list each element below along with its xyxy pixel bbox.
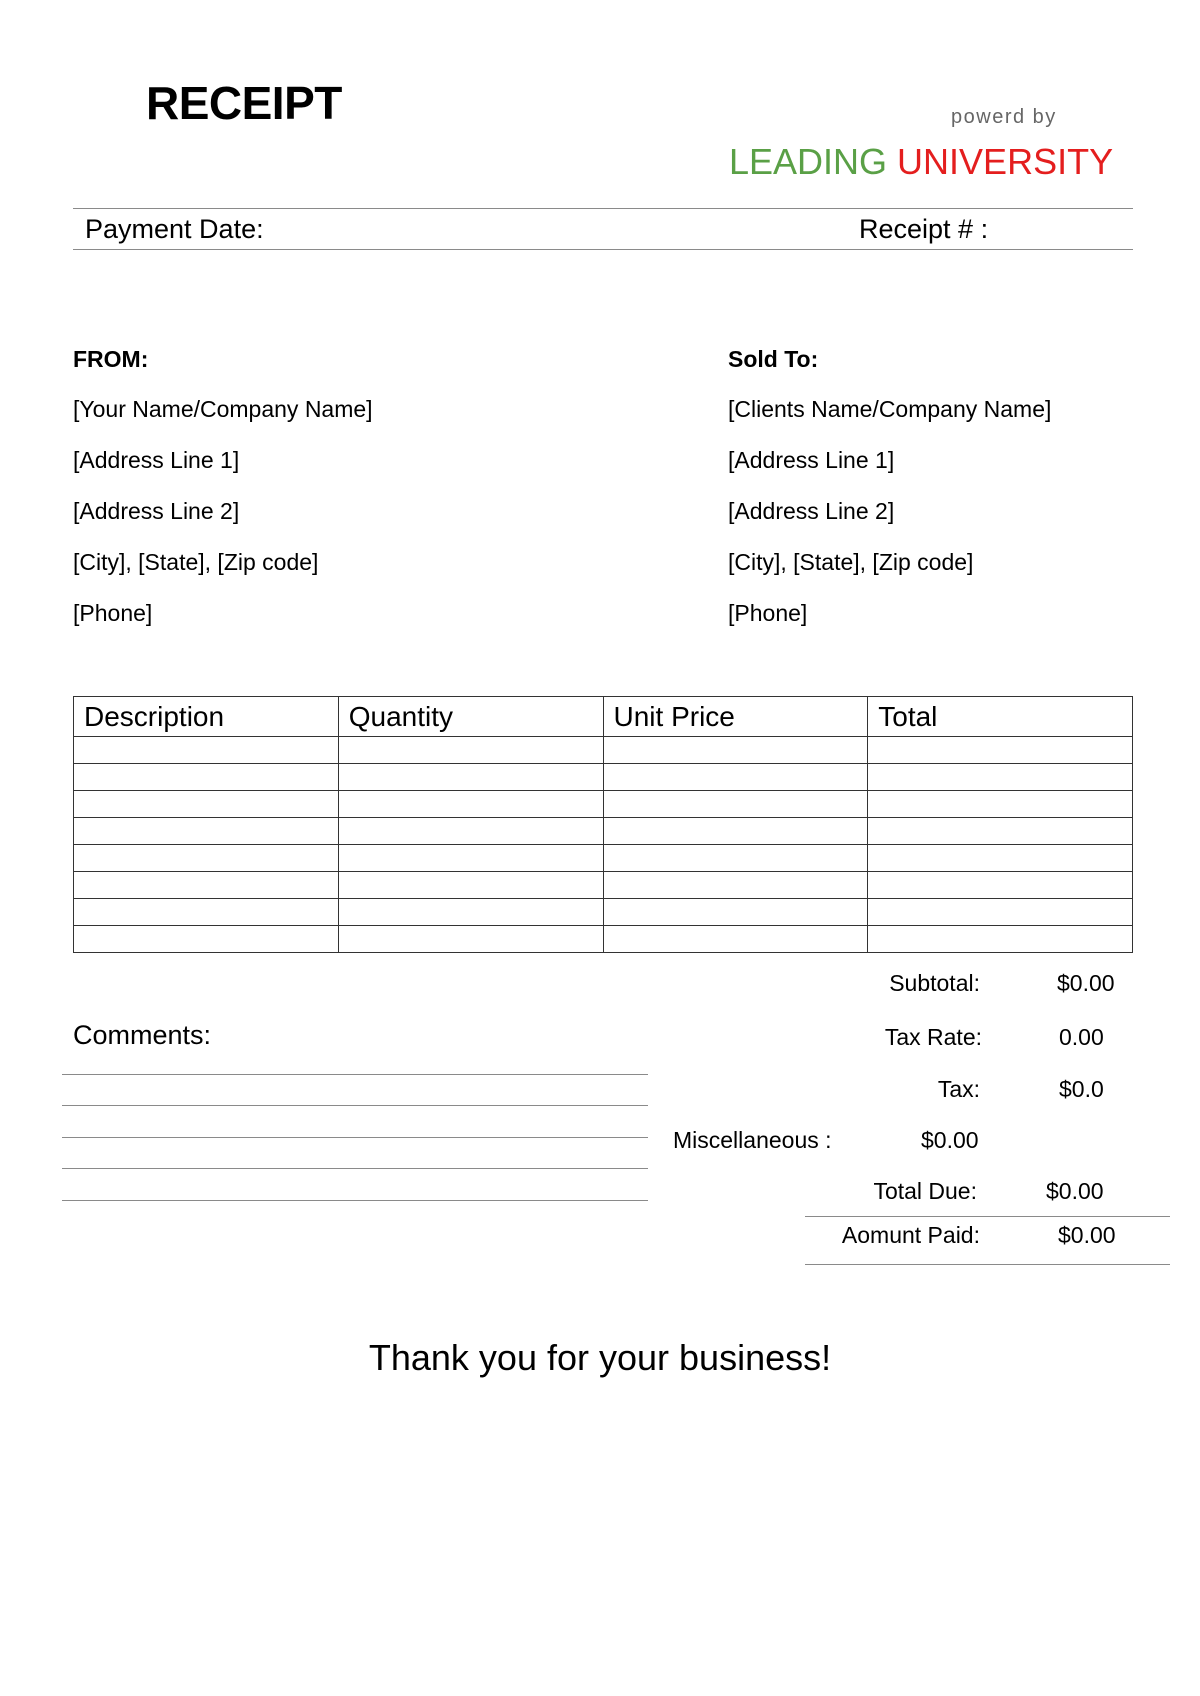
table-cell[interactable] [74, 872, 339, 899]
miscellaneous-value: $0.00 [921, 1127, 979, 1153]
table-cell[interactable] [74, 737, 339, 764]
table-cell[interactable] [868, 845, 1133, 872]
table-cell[interactable] [74, 899, 339, 926]
sold-to-address-1: [Address Line 1] [728, 447, 895, 473]
subtotal-value: $0.00 [1057, 970, 1115, 996]
column-header-quantity: Quantity [338, 697, 603, 737]
total-due-divider [805, 1216, 1170, 1217]
table-cell[interactable] [603, 845, 868, 872]
table-cell[interactable] [338, 872, 603, 899]
from-phone: [Phone] [73, 600, 153, 626]
table-cell[interactable] [74, 791, 339, 818]
table-row [74, 818, 1133, 845]
items-table [73, 696, 1133, 953]
from-heading: FROM: [73, 346, 149, 372]
total-due-label: Total Due: [873, 1178, 977, 1204]
table-cell[interactable] [338, 737, 603, 764]
meta-top-divider [73, 208, 1133, 209]
column-header-description: Description [74, 697, 339, 737]
comment-line[interactable] [62, 1074, 648, 1075]
table-cell[interactable] [603, 791, 868, 818]
table-cell[interactable] [74, 926, 339, 953]
table-row [74, 764, 1133, 791]
table-cell[interactable] [868, 899, 1133, 926]
from-address-1: [Address Line 1] [73, 447, 240, 473]
column-header-unit-price: Unit Price [603, 697, 868, 737]
from-name: [Your Name/Company Name] [73, 396, 373, 422]
table-cell[interactable] [868, 872, 1133, 899]
amount-paid-divider [805, 1264, 1170, 1265]
receipt-title: RECEIPT [146, 77, 342, 129]
table-cell[interactable] [868, 737, 1133, 764]
table-cell[interactable] [603, 899, 868, 926]
subtotal-label: Subtotal: [889, 970, 980, 996]
comments-label: Comments: [73, 1020, 212, 1050]
sold-to-city-state-zip: [City], [State], [Zip code] [728, 549, 974, 575]
table-cell[interactable] [338, 926, 603, 953]
total-due-value: $0.00 [1046, 1178, 1104, 1204]
table-row [74, 926, 1133, 953]
table-cell[interactable] [74, 818, 339, 845]
table-cell[interactable] [603, 872, 868, 899]
powered-by-text: powerd by [951, 106, 1057, 128]
payment-date-label: Payment Date: [85, 214, 264, 244]
table-cell[interactable] [338, 791, 603, 818]
table-cell[interactable] [603, 737, 868, 764]
comment-line[interactable] [62, 1200, 648, 1201]
from-address-2: [Address Line 2] [73, 498, 240, 524]
table-row [74, 791, 1133, 818]
items-header-row [74, 697, 1133, 737]
miscellaneous-label: Miscellaneous : [673, 1127, 832, 1153]
table-row [74, 845, 1133, 872]
meta-bottom-divider [73, 249, 1133, 250]
table-cell[interactable] [868, 764, 1133, 791]
table-cell[interactable] [74, 845, 339, 872]
tax-rate-label: Tax Rate: [884, 1024, 982, 1050]
amount-paid-value: $0.00 [1058, 1222, 1116, 1248]
column-header-total: Total [868, 697, 1133, 737]
tax-value: $0.0 [1059, 1076, 1104, 1102]
sold-to-name: [Clients Name/Company Name] [728, 396, 1052, 422]
sold-to-phone: [Phone] [728, 600, 808, 626]
table-cell[interactable] [74, 764, 339, 791]
table-row [74, 872, 1133, 899]
brand-word-university: UNIVERSITY [897, 141, 1114, 182]
sold-to-address-2: [Address Line 2] [728, 498, 895, 524]
table-cell[interactable] [338, 845, 603, 872]
sold-to-heading: Sold To: [728, 346, 819, 372]
brand-logo [729, 141, 1114, 182]
table-cell[interactable] [338, 764, 603, 791]
table-cell[interactable] [603, 764, 868, 791]
from-city-state-zip: [City], [State], [Zip code] [73, 549, 319, 575]
comment-line[interactable] [62, 1168, 648, 1169]
table-cell[interactable] [603, 926, 868, 953]
table-row [74, 899, 1133, 926]
table-cell[interactable] [868, 791, 1133, 818]
comment-line[interactable] [62, 1137, 648, 1138]
table-cell[interactable] [338, 818, 603, 845]
amount-paid-label: Aomunt Paid: [841, 1222, 980, 1248]
table-cell[interactable] [338, 899, 603, 926]
comment-line[interactable] [62, 1105, 648, 1106]
tax-label: Tax: [937, 1076, 980, 1102]
table-cell[interactable] [868, 926, 1133, 953]
table-cell[interactable] [868, 818, 1133, 845]
table-row [74, 737, 1133, 764]
brand-word-leading: LEADING [729, 141, 888, 182]
table-cell[interactable] [603, 818, 868, 845]
receipt-number-label: Receipt # : [859, 214, 989, 244]
thank-you-message: Thank you for your business! [368, 1337, 832, 1378]
tax-rate-value: 0.00 [1059, 1024, 1104, 1050]
